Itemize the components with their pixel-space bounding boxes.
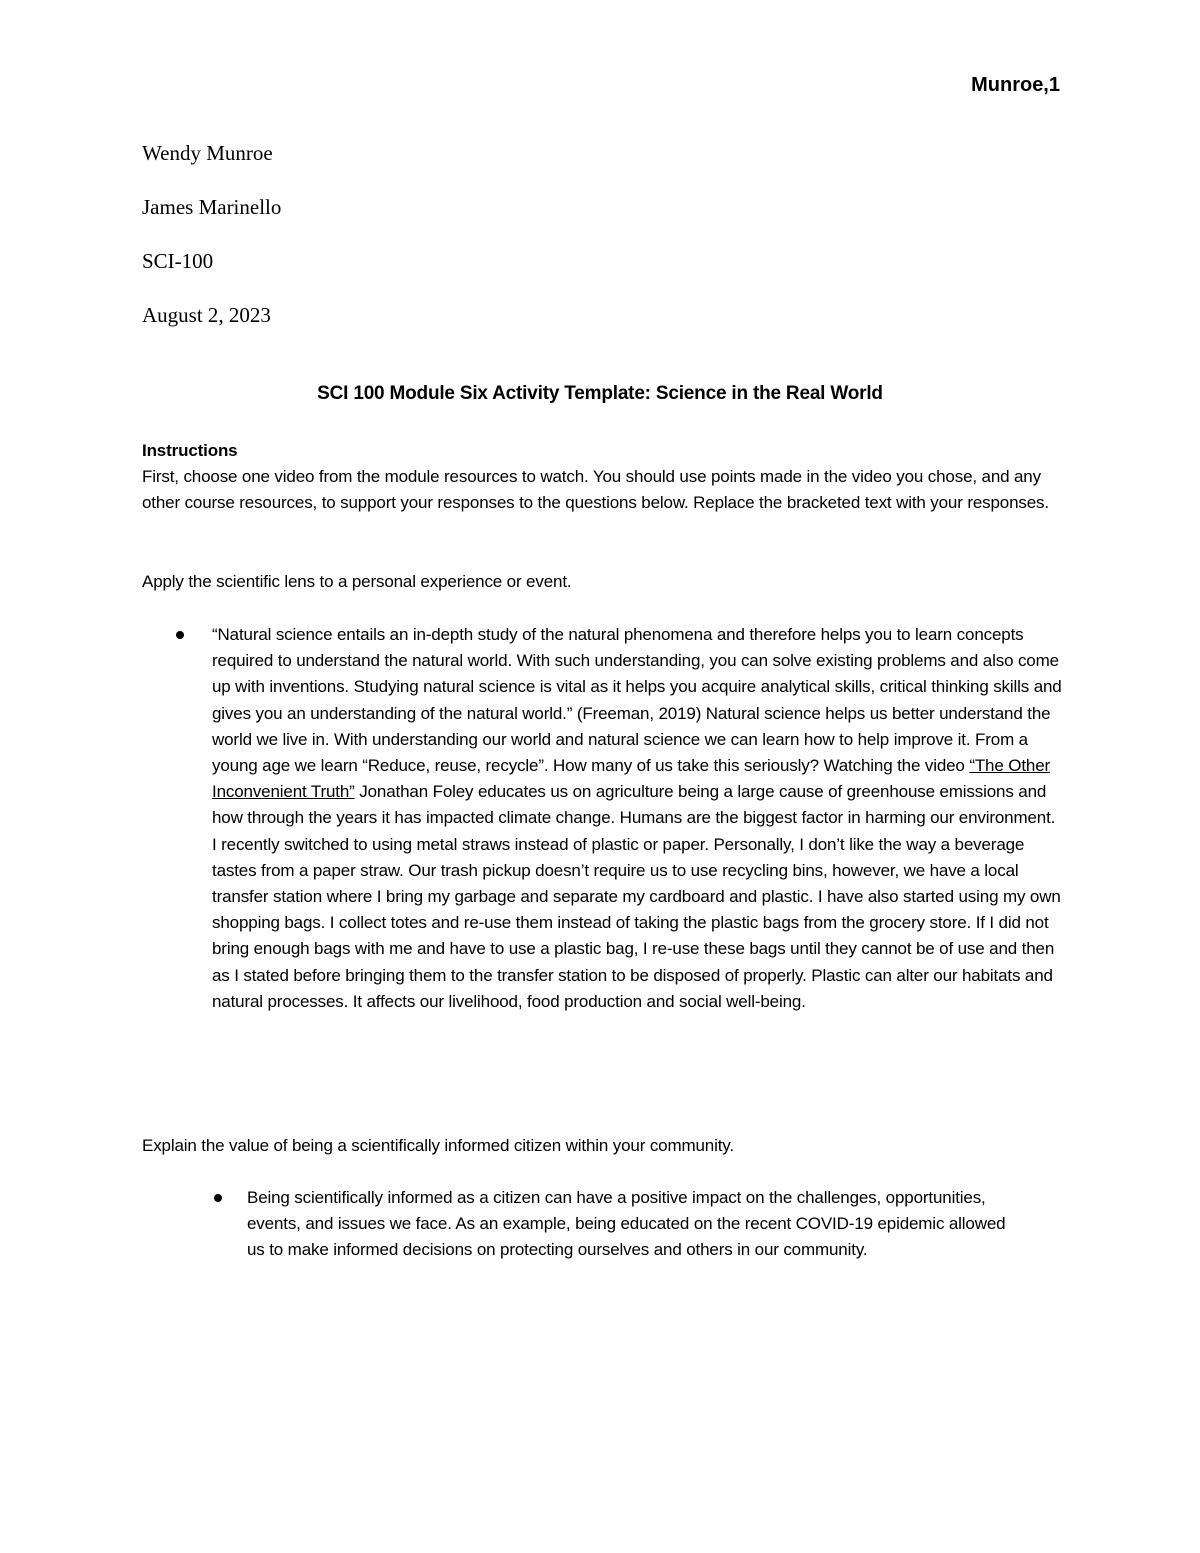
prompt-1: Apply the scientific lens to a personal experience or event. [142,572,572,591]
response-2 [247,1185,1027,1264]
page-header-marker: Munroe,1 [971,74,1060,96]
video-link[interactable]: “The Other Inconvenient Truth” [212,756,1051,802]
course-code: SCI-100 [142,249,214,273]
response-2-text: Being scientifically informed as a citizen can have a positive impact on the challenges, opportunities, events, and issues we face. As an example, being educated on the recent COVID-19 epidemic allowed us to make informed decisions on protecting ourselves and others in our community. [247,1188,1006,1260]
response-1-text-before: “Natural science entails an in-depth study of the natural phenomena and therefore helps you to learn concepts required to understand the natural world. With such understanding, you can solve existing problems and also come up with inventions. Studying natural science is vital as it helps you acquire analytical skills, critical thinking skills and gives you an understanding of the natural world.” (Freeman, 2019) Natural science helps us better understand the world we live in. With understanding our world and natural science we can learn how to help improve it. From a young age we learn “Reduce, reuse, recycle”. How many of us take this seriously? Watching the video [212,625,1062,776]
submission-date: August 2, 2023 [142,303,271,327]
mla-heading [142,140,281,356]
instructions-label: Instructions [142,441,238,460]
document-title: SCI 100 Module Six Activity Template: Science in the Real World [317,383,883,404]
student-name: Wendy Munroe [142,141,273,165]
response-1-text-after: Jonathan Foley educates us on agriculture being a large cause of greenhouse emissions and how through the years it has impacted climate change. Humans are the biggest factor in harming our environment. I recently switched to using metal straws instead of plastic or paper. Personally, I don’t like the way a beverage tastes from a paper straw. Our trash pickup doesn’t require us to use recycling bins, however, we have a local transfer station where I bring my garbage and separate my cardboard and plastic. I have also started using my own shopping bags. I collect totes and re-use them instead of taking the plastic bags from the grocery store. If I did not bring enough bags with me and have to use a plastic bag, I re-use these bags until they cannot be of use and then as I stated before bringing them to the transfer station to be disposed of properly. Plastic can alter our habitats and natural processes. It affects our livelihood, food production and social well-being. [212,782,1061,1011]
instructions-text: First, choose one video from the module resources to watch. You should use points made in the video you chose, and any other course resources, to support your responses to the questions below. Replace the bracketed text with your responses. [142,467,1049,513]
bullet-icon [214,1194,222,1202]
instructor-name: James Marinello [142,195,282,219]
bullet-icon [176,631,184,639]
response-1 [212,622,1062,1015]
prompt-2: Explain the value of being a scientifically informed citizen within your community. [142,1136,734,1155]
instructions-section [142,438,1062,517]
